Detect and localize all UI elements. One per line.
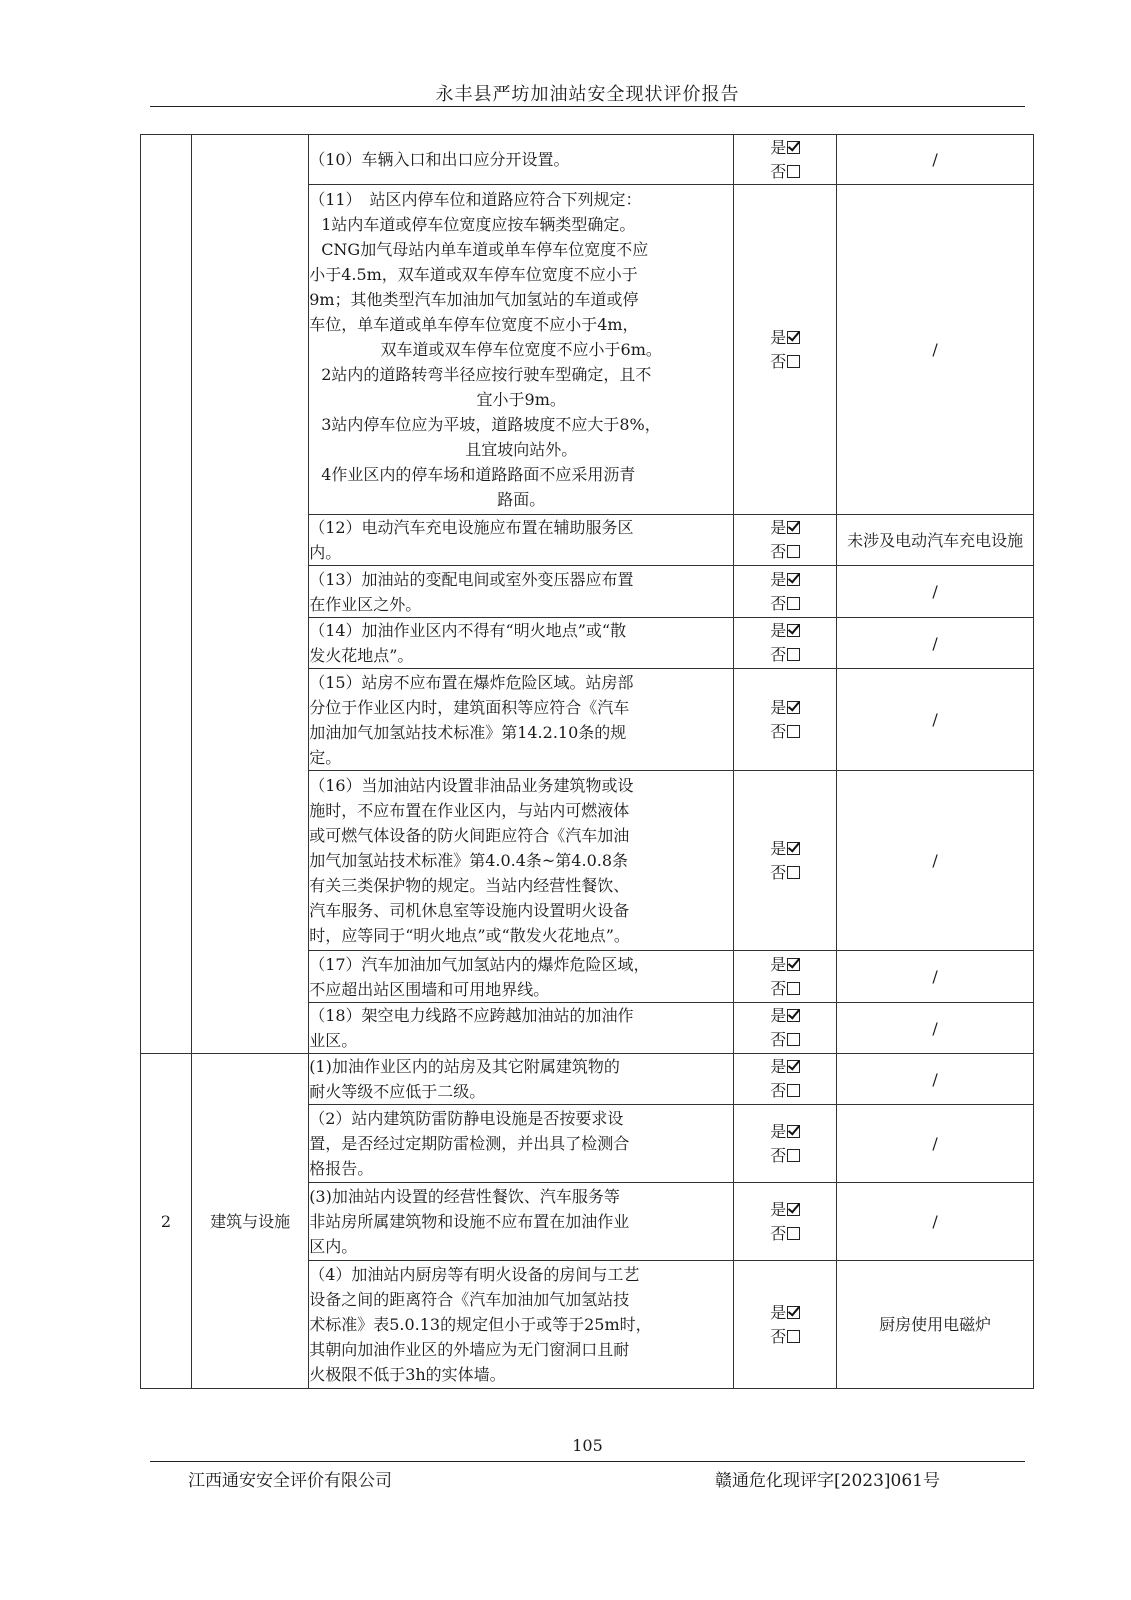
yes-label: 是 bbox=[770, 569, 787, 589]
content-line: 汽车服务、司机休息室等设施内设置明火设备 bbox=[309, 901, 630, 920]
content-line: 路面。 bbox=[497, 490, 546, 509]
empty-checkbox-icon bbox=[787, 725, 800, 738]
section-number-cell: 2 bbox=[141, 1054, 192, 1389]
checked-checkbox-icon bbox=[787, 521, 800, 534]
evaluation-table bbox=[140, 134, 1034, 1389]
requirement-cell bbox=[309, 1003, 734, 1054]
no-label: 否 bbox=[770, 1030, 787, 1049]
yes-label: 是 bbox=[770, 838, 787, 858]
footer-report-code: 赣通危化现评字[2023]061号 bbox=[715, 1471, 940, 1491]
checked-checkbox-icon bbox=[787, 573, 800, 586]
content-line: 其朝向加油作业区的外墙应为无门窗洞口且耐 bbox=[309, 1340, 630, 1359]
result-cell bbox=[734, 1105, 837, 1183]
content-line: （18）架空电力线路不应跨越加油站的加油作 bbox=[309, 1006, 634, 1025]
checked-checkbox-icon bbox=[787, 842, 800, 855]
no-label: 否 bbox=[770, 978, 787, 998]
remark-cell: / bbox=[837, 771, 1034, 951]
empty-checkbox-icon bbox=[787, 545, 800, 558]
result-no-option bbox=[734, 1144, 836, 1168]
content-line: 1站内车道或停车位宽度应按车辆类型确定。 bbox=[321, 215, 636, 234]
checked-checkbox-icon bbox=[787, 624, 800, 637]
content-line: 耐火等级不应低于二级。 bbox=[309, 1082, 486, 1101]
result-no-option bbox=[734, 1222, 836, 1246]
result-no-option bbox=[734, 1325, 836, 1349]
content-line: 设备之间的距离符合《汽车加油加气加氢站技 bbox=[309, 1290, 630, 1309]
result-yes-option bbox=[734, 1055, 836, 1079]
remark-cell: / bbox=[837, 566, 1034, 618]
content-line: 加油加气加氢站技术标准》第14.2.10条的规 bbox=[309, 722, 627, 742]
checked-checkbox-icon bbox=[787, 701, 800, 714]
result-yes-option bbox=[734, 136, 836, 160]
result-yes-option bbox=[734, 953, 836, 977]
empty-checkbox-icon bbox=[787, 165, 800, 178]
result-cell bbox=[734, 1054, 837, 1105]
yes-label: 是 bbox=[770, 518, 787, 537]
content-line: 发火花地点”。 bbox=[309, 646, 414, 665]
content-line: CNG加气母站内单车道或单车停车位宽度不应 bbox=[321, 240, 649, 259]
empty-checkbox-icon bbox=[787, 597, 800, 610]
result-no-option bbox=[734, 861, 836, 885]
content-line: 在作业区之外。 bbox=[309, 594, 422, 614]
result-no-option bbox=[734, 720, 836, 744]
result-no-option bbox=[734, 977, 836, 1001]
result-yes-option bbox=[734, 326, 836, 350]
requirement-cell bbox=[309, 1105, 734, 1183]
content-line: 分位于作业区内时，建筑面积等应符合《汽车 bbox=[309, 697, 630, 717]
result-yes-option bbox=[734, 568, 836, 592]
content-line: 业区。 bbox=[309, 1031, 358, 1050]
content-line: 4作业区内的停车场和道路路面不应采用沥青 bbox=[321, 465, 636, 484]
requirement-cell bbox=[309, 1261, 734, 1389]
content-line: （17）汽车加油加气加氢站内的爆炸危险区域， bbox=[309, 954, 650, 974]
content-line: 施时，不应布置在作业区内，与站内可燃液体 bbox=[309, 801, 630, 820]
yes-label: 是 bbox=[770, 1302, 787, 1322]
result-yes-option bbox=[734, 696, 836, 720]
yes-label: 是 bbox=[770, 327, 787, 347]
requirement-cell bbox=[309, 185, 734, 515]
no-label: 否 bbox=[770, 1081, 787, 1100]
content-line: 内。 bbox=[309, 543, 342, 562]
remark-cell: / bbox=[837, 1054, 1034, 1105]
content-line: 宜小于9m。 bbox=[476, 390, 566, 409]
content-line: 2站内的道路转弯半径应按行驶车型确定，且不 bbox=[321, 365, 652, 384]
result-yes-option bbox=[734, 516, 836, 540]
result-no-option bbox=[734, 592, 836, 616]
content-line: 区内。 bbox=[309, 1237, 358, 1256]
remark-cell: / bbox=[837, 1003, 1034, 1054]
empty-checkbox-icon bbox=[787, 866, 800, 879]
content-line: 不应超出站区围墙和可用地界线。 bbox=[309, 979, 550, 999]
remark-cell: / bbox=[837, 669, 1034, 771]
result-no-option bbox=[734, 1079, 836, 1103]
requirement-cell bbox=[309, 618, 734, 669]
checked-checkbox-icon bbox=[787, 1306, 800, 1319]
result-yes-option bbox=[734, 1004, 836, 1028]
result-yes-option bbox=[734, 1198, 836, 1222]
no-label: 否 bbox=[770, 721, 787, 741]
content-line: （16）当加油站内设置非油品业务建筑物或设 bbox=[309, 776, 634, 795]
result-no-option bbox=[734, 540, 836, 564]
checked-checkbox-icon bbox=[787, 958, 800, 971]
yes-label: 是 bbox=[770, 137, 787, 157]
remark-cell: 未涉及电动汽车充电设施 bbox=[837, 515, 1034, 566]
remark-cell: 厨房使用电磁炉 bbox=[837, 1261, 1034, 1389]
remark-cell: / bbox=[837, 185, 1034, 515]
no-label: 否 bbox=[770, 862, 787, 882]
footer-divider bbox=[150, 1461, 1025, 1462]
table-row bbox=[141, 1054, 1034, 1105]
empty-checkbox-icon bbox=[787, 1084, 800, 1097]
no-label: 否 bbox=[770, 645, 787, 664]
requirement-cell bbox=[309, 951, 734, 1003]
content-line: 置，是否经过定期防雷检测，并出具了检测合 bbox=[309, 1134, 630, 1153]
no-label: 否 bbox=[770, 1223, 787, 1243]
yes-label: 是 bbox=[770, 1121, 787, 1141]
report-title: 永丰县严坊加油站安全现状评价报告 bbox=[435, 84, 740, 105]
result-yes-option bbox=[734, 1120, 836, 1144]
no-label: 否 bbox=[770, 593, 787, 613]
no-label: 否 bbox=[770, 1145, 787, 1165]
content-line: 非站房所属建筑物和设施不应布置在加油作业 bbox=[309, 1212, 630, 1231]
requirement-cell bbox=[309, 1054, 734, 1105]
content-line: （12）电动汽车充电设施应布置在辅助服务区 bbox=[309, 518, 634, 537]
no-label: 否 bbox=[770, 351, 787, 371]
result-cell bbox=[734, 771, 837, 951]
result-cell bbox=[734, 618, 837, 669]
content-line: 且宜坡向站外。 bbox=[465, 440, 578, 459]
no-label: 否 bbox=[770, 542, 787, 561]
result-yes-option bbox=[734, 1301, 836, 1325]
checked-checkbox-icon bbox=[787, 1125, 800, 1138]
content-line: 3站内停车位应为平坡，道路坡度不应大于8%， bbox=[321, 415, 661, 434]
empty-checkbox-icon bbox=[787, 1227, 800, 1240]
yes-label: 是 bbox=[770, 954, 787, 974]
result-no-option bbox=[734, 643, 836, 667]
requirement-cell bbox=[309, 669, 734, 771]
result-cell bbox=[734, 1003, 837, 1054]
content-line: 格报告。 bbox=[309, 1159, 374, 1178]
remark-cell: / bbox=[837, 1105, 1034, 1183]
footer-company: 江西通安安全评价有限公司 bbox=[188, 1471, 392, 1491]
content-line: 或可燃气体设备的防火间距应符合《汽车加油 bbox=[309, 826, 630, 845]
result-no-option bbox=[734, 1028, 836, 1052]
content-line: (1)加油作业区内的站房及其它附属建筑物的 bbox=[309, 1057, 620, 1076]
empty-checkbox-icon bbox=[787, 1149, 800, 1162]
content-line: 小于4.5m，双车道或双车停车位宽度不应小于 bbox=[309, 265, 638, 284]
no-label: 否 bbox=[770, 1326, 787, 1346]
empty-checkbox-icon bbox=[787, 1033, 800, 1046]
requirement-cell bbox=[309, 515, 734, 566]
content-line: （13）加油站的变配电间或室外变压器应布置 bbox=[309, 569, 634, 589]
category-cell: 建筑与设施 bbox=[191, 1054, 308, 1389]
result-yes-option bbox=[734, 837, 836, 861]
content-line: 术标准》表5.0.13的规定但小于或等于25m时， bbox=[309, 1315, 652, 1334]
empty-checkbox-icon bbox=[787, 982, 800, 995]
checked-checkbox-icon bbox=[787, 141, 800, 154]
yes-label: 是 bbox=[770, 1057, 787, 1076]
result-no-option bbox=[734, 350, 836, 374]
content-line: （14）加油作业区内不得有“明火地点”或“散 bbox=[309, 621, 627, 640]
result-cell bbox=[734, 951, 837, 1003]
yes-label: 是 bbox=[770, 697, 787, 717]
section-number-cell bbox=[141, 135, 192, 1054]
result-cell bbox=[734, 1183, 837, 1261]
content-line: 车位，单车道或单车停车位宽度不应小于4m， bbox=[309, 315, 639, 334]
requirement-cell bbox=[309, 135, 734, 185]
requirement-cell bbox=[309, 1183, 734, 1261]
result-cell bbox=[734, 185, 837, 515]
content-line: 9m；其他类型汽车加油加气加氢站的车道或停 bbox=[309, 290, 639, 309]
content-line: （4）加油站内厨房等有明火设备的房间与工艺 bbox=[309, 1265, 640, 1284]
yes-label: 是 bbox=[770, 621, 787, 640]
result-cell bbox=[734, 566, 837, 618]
result-no-option bbox=[734, 160, 836, 184]
content-line: 有关三类保护物的规定。当站内经营性餐饮、 bbox=[309, 876, 630, 895]
result-yes-option bbox=[734, 619, 836, 643]
yes-label: 是 bbox=[770, 1006, 787, 1025]
requirement-cell bbox=[309, 566, 734, 618]
content-line: （10）车辆入口和出口应分开设置。 bbox=[309, 150, 570, 169]
content-line: 时，应等同于“明火地点”或“散发火花地点”。 bbox=[309, 926, 630, 945]
result-cell bbox=[734, 135, 837, 185]
content-line: （15）站房不应布置在爆炸危险区域。站房部 bbox=[309, 672, 634, 692]
result-cell bbox=[734, 515, 837, 566]
table-row bbox=[141, 135, 1034, 185]
empty-checkbox-icon bbox=[787, 1330, 800, 1343]
remark-cell: / bbox=[837, 618, 1034, 669]
checked-checkbox-icon bbox=[787, 1060, 800, 1073]
checked-checkbox-icon bbox=[787, 1203, 800, 1216]
result-cell bbox=[734, 669, 837, 771]
empty-checkbox-icon bbox=[787, 648, 800, 661]
checked-checkbox-icon bbox=[787, 1009, 800, 1022]
content-line: 加气加氢站技术标准》第4.0.4条~第4.0.8条 bbox=[309, 851, 629, 870]
content-line: （2）站内建筑防雷防静电设施是否按要求设 bbox=[309, 1109, 624, 1128]
category-cell bbox=[191, 135, 308, 1054]
content-line: (3)加油站内设置的经营性餐饮、汽车服务等 bbox=[309, 1187, 620, 1206]
content-line: 定。 bbox=[309, 747, 342, 767]
empty-checkbox-icon bbox=[787, 355, 800, 368]
content-line: （11） 站区内停车位和道路应符合下列规定： bbox=[309, 190, 642, 209]
content-line: 火极限不低于3h的实体墙。 bbox=[309, 1365, 506, 1384]
requirement-cell bbox=[309, 771, 734, 951]
yes-label: 是 bbox=[770, 1199, 787, 1219]
result-cell bbox=[734, 1261, 837, 1389]
page-number: 105 bbox=[572, 1436, 603, 1455]
remark-cell: / bbox=[837, 1183, 1034, 1261]
remark-cell: / bbox=[837, 951, 1034, 1003]
checked-checkbox-icon bbox=[787, 331, 800, 344]
remark-cell: / bbox=[837, 135, 1034, 185]
no-label: 否 bbox=[770, 161, 787, 181]
content-line: 双车道或双车停车位宽度不应小于6m。 bbox=[380, 340, 662, 359]
header-divider bbox=[150, 106, 1025, 107]
